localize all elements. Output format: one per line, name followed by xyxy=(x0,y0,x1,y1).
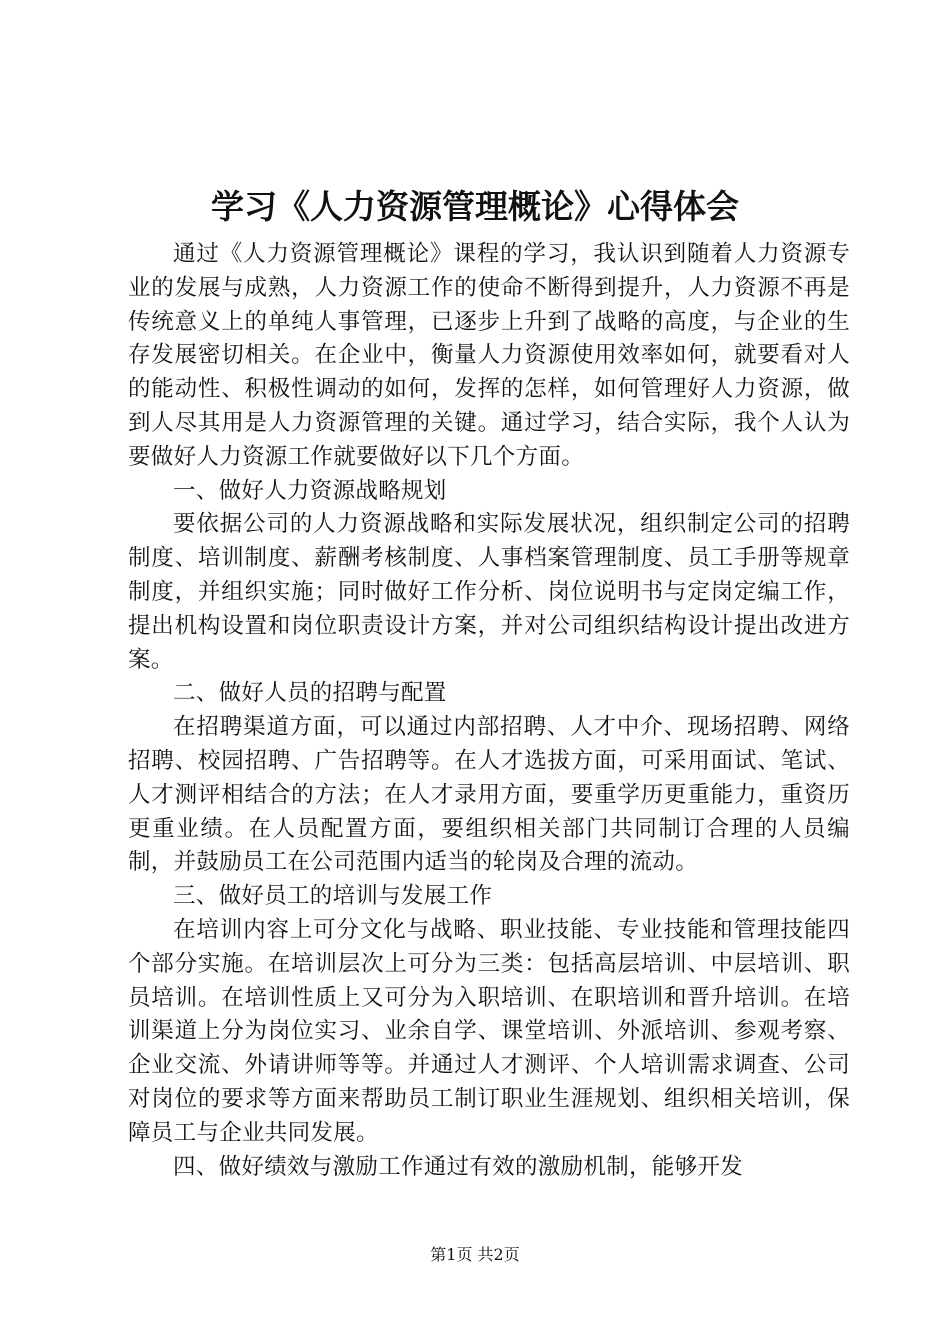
document-body xyxy=(128,238,850,1184)
document-title: 学习《人力资源管理概论》心得体会 xyxy=(211,187,739,226)
section-heading-1: 一、做好人力资源战略规划 xyxy=(173,477,447,504)
paragraph-intro: 通过《人力资源管理概论》课程的学习，我认识到随着人力资源专业的发展与成熟，人力资源工作的使命不断得到提升，人力资源不再是传统意义上的单纯人事管理，已逐步上升到了战略的高度，与企业的生存发展密切相关。在企业中，衡量人力资源使用效率如何，就要看对人的能动性、积极性调动的如何，发挥的怎样，如何管理好人力资源，做到人尽其用是人力资源管理的关键。通过学习，结合实际，我个人认为要做好人力资源工作就要做好以下几个方面。 xyxy=(128,241,850,470)
section-heading-3: 三、做好员工的培训与发展工作 xyxy=(173,883,493,910)
paragraph-strategy: 要依据公司的人力资源战略和实际发展状况，组织制定公司的招聘制度、培训制度、薪酬考核制度、人事档案管理制度、员工手册等规章制度，并组织实施；同时做好工作分析、岗位说明书与定岗定编工作，提出机构设置和岗位职责设计方案，并对公司组织结构设计提出改进方案。 xyxy=(128,511,850,673)
section-heading-2: 二、做好人员的招聘与配置 xyxy=(173,680,447,707)
paragraph-recruitment: 在招聘渠道方面，可以通过内部招聘、人才中介、现场招聘、网络招聘、校园招聘、广告招聘等。在人才选拔方面，可采用面试、笔试、人才测评相结合的方法；在人才录用方面，要重学历更重能力，重资历更重业绩。在人员配置方面，要组织相关部门共同制订合理的人员编制，并鼓励员工在公司范围内适当的轮岗及合理的流动。 xyxy=(128,714,850,876)
page-number: 第1页 共2页 xyxy=(430,1245,520,1264)
paragraph-training: 在培训内容上可分文化与战略、职业技能、专业技能和管理技能四个部分实施。在培训层次上可分为三类：包括高层培训、中层培训、职员培训。在培训性质上又可分为入职培训、在职培训和晋升培训。在培训渠道上分为岗位实习、业余自学、课堂培训、外派培训、参观考察、企业交流、外请讲师等等。并通过人才测评、个人培训需求调查、公司对岗位的要求等方面来帮助员工制订职业生涯规划、组织相关培训，保障员工与企业共同发展。 xyxy=(128,916,850,1146)
paragraph-performance: 四、做好绩效与激励工作通过有效的激励机制，能够开发 xyxy=(173,1153,744,1180)
